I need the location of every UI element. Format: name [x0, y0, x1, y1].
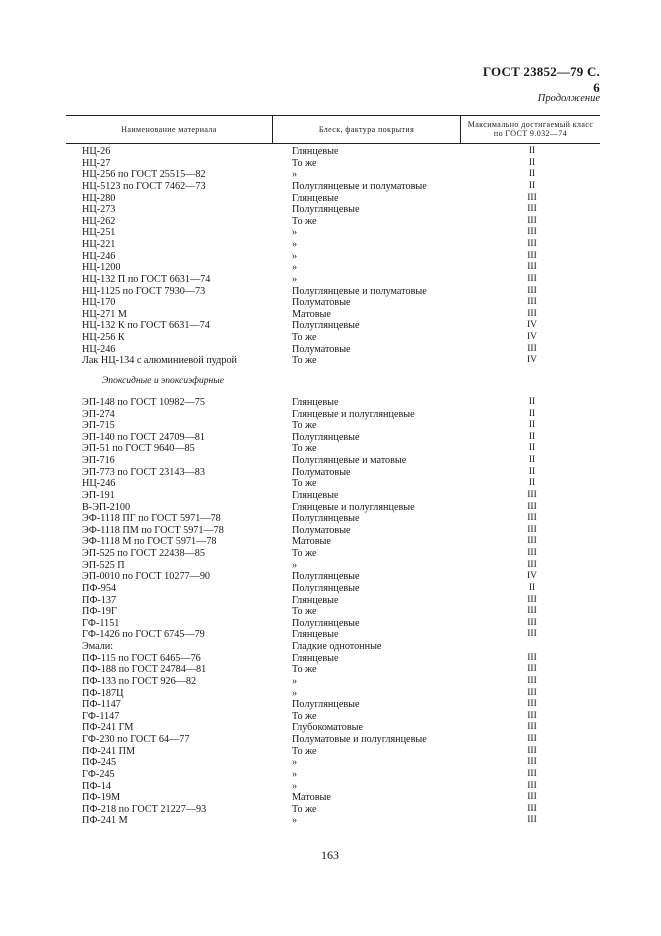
table-row — [82, 722, 600, 734]
material-name: НЦ-246 — [82, 250, 116, 262]
class-cell: III — [527, 745, 537, 756]
material-name: ПФ-241 ПМ — [82, 745, 136, 757]
finish-cell: Полуглянцевые — [292, 699, 360, 711]
material-name: ЭП-525 по ГОСТ 22438—85 — [82, 548, 205, 559]
table-row — [82, 227, 600, 239]
table-row — [82, 478, 600, 490]
finish-cell: Полуматовые — [292, 466, 351, 478]
class-cell: III — [527, 250, 537, 261]
table-row — [82, 216, 600, 228]
material-name: ПФ-187Ц — [82, 687, 124, 699]
finish-cell: » — [292, 768, 298, 780]
finish-cell: Полуглянцевые — [292, 571, 360, 583]
table-row — [82, 158, 600, 170]
table-row — [82, 792, 600, 804]
material-name: НЦ-251 — [82, 227, 116, 239]
material-name: НЦ-1125 по ГОСТ 7930—73 — [82, 285, 206, 297]
class-cell: III — [527, 675, 537, 686]
material-name: ЭП-148 по ГОСТ 10982—75 — [82, 396, 205, 408]
finish-cell: Полуглянцевые — [292, 320, 360, 332]
class-cell: III — [527, 273, 537, 284]
class-cell: III — [527, 204, 537, 215]
finish-cell: Полуматовые — [292, 524, 351, 536]
class-cell: II — [528, 396, 536, 407]
material-name: НЦ-246 — [82, 478, 116, 490]
finish-cell: То же — [292, 443, 317, 455]
material-name: ЭП-140 по ГОСТ 24709—81 — [82, 431, 205, 443]
finish-cell: То же — [292, 332, 317, 343]
table-row — [82, 455, 600, 467]
table-row — [82, 513, 600, 525]
table-row — [82, 397, 600, 409]
finish-cell: » — [292, 815, 298, 827]
material-name: НЦ-5123 по ГОСТ 7462—73 — [82, 180, 206, 192]
class-cell: III — [527, 343, 537, 354]
class-cell: III — [527, 308, 537, 319]
table-row — [82, 525, 600, 537]
table-row — [82, 653, 600, 665]
material-name: ПФ-241 М — [82, 815, 128, 827]
material-name: ПФ-14 — [82, 780, 111, 792]
table-row — [82, 583, 600, 595]
material-name: ПФ-115 по ГОСТ 6465—76 — [82, 652, 201, 664]
class-cell: IV — [526, 320, 538, 331]
finish-cell: » — [292, 262, 298, 274]
table-row — [82, 641, 600, 653]
section-heading-row — [82, 367, 600, 397]
finish-cell: » — [292, 675, 298, 687]
table-row — [82, 344, 600, 356]
table-row — [82, 262, 600, 274]
finish-cell: То же — [292, 745, 317, 757]
finish-cell: Глянцевые — [292, 146, 339, 157]
class-cell: III — [527, 617, 537, 628]
class-cell: III — [527, 710, 537, 721]
table-row — [82, 595, 600, 607]
finish-cell: Гладкие однотонные — [292, 641, 382, 652]
finish-cell: То же — [292, 478, 317, 490]
material-name: ГФ-1426 по ГОСТ 6745—79 — [82, 629, 205, 641]
material-name: НЦ-256 К — [82, 332, 125, 343]
class-cell: III — [527, 664, 537, 675]
finish-cell: » — [292, 273, 298, 285]
table-row — [82, 804, 600, 816]
table-row — [82, 146, 600, 158]
finish-cell: То же — [292, 803, 317, 815]
class-cell: II — [528, 408, 536, 419]
table-row — [82, 502, 600, 514]
class-cell: III — [527, 606, 537, 617]
finish-cell: То же — [292, 355, 317, 367]
material-name: В-ЭП-2100 — [82, 501, 131, 513]
class-cell: II — [528, 455, 536, 465]
finish-cell: То же — [292, 157, 317, 169]
table-row — [82, 769, 600, 781]
table-row — [82, 746, 600, 758]
table-row — [82, 699, 600, 711]
table-row — [82, 332, 600, 344]
table-row — [82, 443, 600, 455]
table-row — [82, 204, 600, 216]
finish-cell: Глянцевые — [292, 489, 339, 501]
finish-cell: То же — [292, 215, 317, 227]
material-name: ГФ-230 по ГОСТ 64—77 — [82, 734, 190, 745]
class-cell: II — [528, 180, 536, 191]
table-row — [82, 548, 600, 560]
column-header-material: Наименование материала — [121, 124, 217, 134]
class-cell: III — [527, 699, 537, 710]
class-cell: II — [528, 420, 536, 431]
material-name: ЭФ-1118 М по ГОСТ 5971—78 — [82, 536, 217, 548]
table-row — [82, 676, 600, 688]
column-header-class: Максимально достигаемый класс по ГОСТ 9.032—74 — [467, 120, 594, 138]
column-header-finish: Блеск, фактура покрытия — [318, 124, 415, 134]
finish-cell: Матовые — [292, 792, 331, 804]
class-cell: II — [528, 582, 536, 593]
material-name: НЦ-262 — [82, 215, 116, 227]
class-cell: IV — [526, 571, 538, 582]
finish-cell: » — [292, 169, 298, 181]
table-row — [82, 355, 600, 367]
material-name: ГФ-245 — [82, 768, 115, 780]
finish-cell: То же — [292, 710, 317, 722]
table-row — [82, 629, 600, 641]
class-cell: III — [527, 734, 537, 744]
material-name: НЦ-256 по ГОСТ 25515—82 — [82, 169, 206, 181]
column-divider — [460, 115, 461, 143]
finish-cell: Глянцевые и полуглянцевые — [292, 501, 415, 513]
class-cell: II — [528, 443, 536, 454]
finish-cell: Глянцевые — [292, 652, 339, 664]
class-cell: III — [527, 215, 537, 226]
finish-cell: Полуматовые — [292, 297, 351, 309]
material-name: НЦ-273 — [82, 204, 116, 216]
table-row — [82, 432, 600, 444]
finish-cell: Глянцевые — [292, 629, 339, 641]
class-cell: III — [527, 548, 537, 558]
material-name: ПФ-241 ГМ — [82, 722, 134, 734]
material-name: ГФ-1147 — [82, 710, 120, 722]
finish-cell: Полуглянцевые и матовые — [292, 455, 407, 466]
material-name: ЭФ-1118 ПМ по ГОСТ 5971—78 — [82, 524, 224, 536]
finish-cell: Полуглянцевые и полуматовые — [292, 180, 427, 192]
class-cell: III — [527, 489, 537, 500]
material-name: ЭП-51 по ГОСТ 9640—85 — [82, 443, 195, 455]
finish-cell: Полуглянцевые и полуматовые — [292, 285, 427, 297]
table-row — [82, 286, 600, 298]
material-name: НЦ-170 — [82, 297, 116, 309]
class-cell: III — [527, 297, 537, 308]
class-cell: III — [527, 559, 537, 570]
finish-cell: Глянцевые — [292, 192, 339, 204]
class-cell: III — [527, 629, 537, 640]
finish-cell: То же — [292, 548, 317, 559]
table-row — [82, 560, 600, 572]
finish-cell: Полуглянцевые — [292, 431, 360, 443]
finish-cell: » — [292, 559, 298, 571]
table-row — [82, 181, 600, 193]
material-name: ЭФ-1118 ПГ по ГОСТ 5971—78 — [82, 513, 221, 525]
material-name: ПФ-218 по ГОСТ 21227—93 — [82, 803, 207, 815]
finish-cell: То же — [292, 606, 317, 618]
material-name: ПФ-245 — [82, 757, 117, 769]
table-row — [82, 606, 600, 618]
class-cell: III — [527, 815, 537, 826]
material-name: ПФ-19Г — [82, 606, 117, 618]
material-name: ПФ-19М — [82, 792, 121, 804]
finish-cell: » — [292, 687, 298, 699]
finish-cell: Полуматовые — [292, 343, 351, 355]
material-name: ЭП-191 — [82, 489, 115, 501]
table-row — [82, 169, 600, 181]
class-cell: III — [527, 792, 537, 803]
class-cell: III — [527, 687, 537, 698]
class-cell: III — [527, 285, 537, 296]
finish-cell: Глянцевые и полуглянцевые — [292, 408, 415, 420]
finish-cell: Глубокоматовые — [292, 722, 363, 734]
table-row — [82, 711, 600, 723]
finish-cell: Полуглянцевые — [292, 204, 360, 216]
table-row — [82, 193, 600, 205]
class-cell: III — [527, 239, 537, 249]
material-name: ПФ-1147 — [82, 699, 121, 711]
page-number: 163 — [321, 848, 339, 862]
class-cell: IV — [526, 332, 538, 342]
material-name: ЭП-715 — [82, 420, 115, 432]
material-name: НЦ-132 К по ГОСТ 6631—74 — [82, 320, 210, 332]
material-name: НЦ-246 — [82, 343, 116, 355]
table-row — [82, 420, 600, 432]
class-cell: III — [527, 652, 537, 663]
class-cell: III — [527, 501, 537, 512]
material-name: НЦ-271 М — [82, 308, 127, 320]
finish-cell: То же — [292, 420, 317, 432]
table-row — [82, 571, 600, 583]
material-name: ГФ-1151 — [82, 617, 120, 629]
class-cell: III — [527, 536, 537, 547]
material-name: НЦ-26 — [82, 146, 111, 157]
finish-cell: Полуглянцевые — [292, 617, 360, 629]
finish-cell: Матовые — [292, 308, 331, 320]
table-row — [82, 536, 600, 548]
class-cell: III — [527, 262, 537, 273]
table-row — [82, 239, 600, 251]
table-row — [82, 618, 600, 630]
finish-cell: Полуглянцевые — [292, 513, 360, 525]
class-cell: III — [527, 722, 537, 733]
table-row — [82, 734, 600, 746]
class-cell: III — [527, 227, 537, 238]
class-cell: III — [527, 768, 537, 779]
finish-cell: » — [292, 239, 298, 250]
material-name: Эмали: — [82, 641, 114, 652]
class-cell: II — [528, 157, 536, 168]
table-row — [82, 688, 600, 700]
table-header-rule — [66, 143, 600, 144]
material-name: ПФ-137 — [82, 594, 117, 606]
material-name: ЭП-0010 по ГОСТ 10277—90 — [82, 571, 211, 583]
material-name: ЭП-716 — [82, 455, 115, 466]
section-heading: Эпоксидные и эпоксиэфирные — [102, 374, 225, 386]
finish-cell: » — [292, 780, 298, 792]
finish-cell: » — [292, 250, 298, 262]
table-row — [82, 781, 600, 793]
table-row — [82, 664, 600, 676]
finish-cell: То же — [292, 664, 317, 676]
finish-cell: » — [292, 757, 298, 769]
table-row — [82, 757, 600, 769]
table-row — [82, 490, 600, 502]
material-name: НЦ-27 — [82, 157, 111, 169]
table-row — [82, 467, 600, 479]
table-row — [82, 274, 600, 286]
material-name: Лак НЦ-134 с алюминиевой пудрой — [82, 355, 237, 367]
class-cell: III — [527, 192, 537, 203]
material-name: НЦ-280 — [82, 192, 116, 204]
continuation-label: Продолжение — [537, 93, 600, 104]
material-name: НЦ-221 — [82, 239, 116, 250]
material-name: НЦ-132 П по ГОСТ 6631—74 — [82, 273, 211, 285]
finish-cell: Полуглянцевые — [292, 582, 360, 594]
class-cell: II — [528, 169, 536, 180]
material-name: ПФ-188 по ГОСТ 24784—81 — [82, 664, 207, 676]
material-name: ПФ-954 — [82, 582, 117, 594]
finish-cell: Полуматовые и полуглянцевые — [292, 734, 427, 745]
class-cell: III — [527, 780, 537, 791]
class-cell: III — [527, 757, 537, 768]
class-cell: III — [527, 594, 537, 605]
table-row — [82, 409, 600, 421]
class-cell: II — [528, 431, 536, 442]
table-body — [82, 146, 600, 827]
finish-cell: Матовые — [292, 536, 331, 548]
table-row — [82, 297, 600, 309]
finish-cell: Глянцевые — [292, 594, 339, 606]
class-cell: II — [528, 478, 536, 489]
page-header-title: ГОСТ 23852—79 С. 6 — [482, 64, 600, 95]
class-cell: III — [527, 513, 537, 524]
table-row — [82, 309, 600, 321]
finish-cell: » — [292, 227, 298, 239]
class-cell: IV — [526, 355, 538, 366]
table-row — [82, 251, 600, 263]
material-name: ЭП-274 — [82, 408, 115, 420]
material-name: ПФ-133 по ГОСТ 926—82 — [82, 675, 197, 687]
finish-cell: Глянцевые — [292, 396, 339, 408]
table-row — [82, 320, 600, 332]
table-row — [82, 815, 600, 827]
class-cell: III — [527, 803, 537, 814]
class-cell: II — [528, 146, 536, 156]
material-name: ЭП-525 П — [82, 559, 125, 571]
material-name: НЦ-1200 — [82, 262, 121, 274]
class-cell: III — [527, 524, 537, 535]
material-name: ЭП-773 по ГОСТ 23143—83 — [82, 466, 205, 478]
class-cell: II — [528, 466, 536, 477]
